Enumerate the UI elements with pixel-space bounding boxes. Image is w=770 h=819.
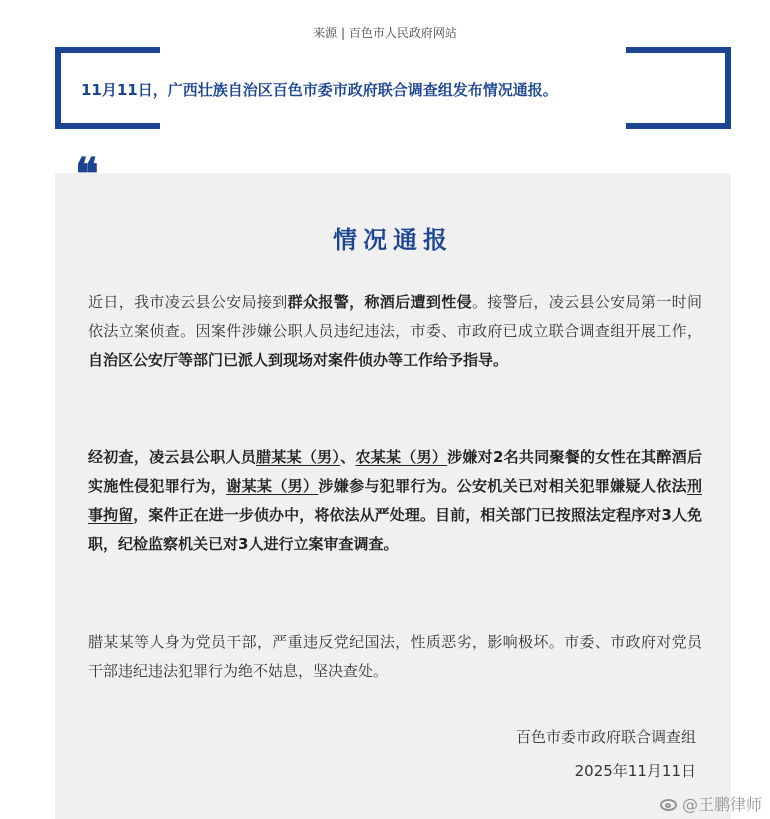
p2-suspect-3: 谢某某（男） [226, 477, 319, 495]
p2-text-2: 、 [340, 448, 356, 466]
p1-bold-1: 群众报警，称酒后遭到性侵 [287, 293, 472, 311]
watermark-text: @王鹏律师 [681, 795, 762, 814]
p2-text-3: 涉嫌对2名共同聚餐的女性在其醉酒后实施性侵犯罪行为， [88, 448, 702, 495]
frame-top-left-bar [55, 47, 160, 53]
paragraph-3: 腊某某等人身为党员干部，严重违反党纪国法，性质恶劣，影响极坏。市委、市政府对党员干部违纪违法犯罪行为绝不姑息，坚决查处。 [88, 633, 702, 680]
p2-text-4: 涉嫌参与犯罪行为。公安机关已对相关犯罪嫌疑人依法 [318, 477, 687, 495]
source-line: 来源 | 百色市人民政府网站 [313, 26, 457, 40]
weibo-icon [659, 796, 679, 812]
frame-bottom-left-bar [55, 123, 160, 129]
p1-text-1: 近日，我市凌云县公安局接到 [88, 293, 288, 311]
signature-org: 百色市委市政府联合调查组 [515, 728, 696, 746]
notice-card [55, 149, 731, 819]
p2-suspect-2: 农某某（男） [355, 448, 448, 466]
notice-title: 情况通报 [333, 226, 453, 254]
frame-right-bar [725, 47, 731, 129]
watermark [659, 792, 762, 815]
p2-detention: 刑事拘留 [88, 477, 702, 524]
headline-text: 11月11日，广西壮族自治区百色市委市政府联合调查组发布情况通报。 [81, 81, 558, 99]
frame-left-bar [55, 47, 61, 129]
p1-bold-2: 自治区公安厅等部门已派人到现场对案件侦办等工作给予指导。 [88, 351, 509, 369]
signature-date: 2025年11月11日 [574, 762, 696, 780]
paragraph-2 [88, 443, 702, 559]
headline-box [55, 47, 731, 129]
p1-text-2: 。接警后，凌云县公安局第一时间依法立案侦查。因案件涉嫌公职人员违纪违法，市委、市政府已成立联合调查组开展工作， [88, 293, 702, 340]
paragraph-1 [88, 288, 702, 375]
p2-text-1: 经初查，凌云县公职人员 [88, 448, 257, 466]
p2-text-5: ，案件正在进一步侦办中，将依法从严处理。目前，相关部门已按照法定程序对3人免职，纪检监察机关已对3人进行立案审查调查。 [88, 506, 702, 553]
quote-icon: ❝ [75, 149, 99, 200]
frame-top-right-bar [626, 47, 731, 53]
frame-bottom-right-bar [626, 123, 731, 129]
p2-suspect-1: 腊某某（男） [256, 448, 341, 466]
